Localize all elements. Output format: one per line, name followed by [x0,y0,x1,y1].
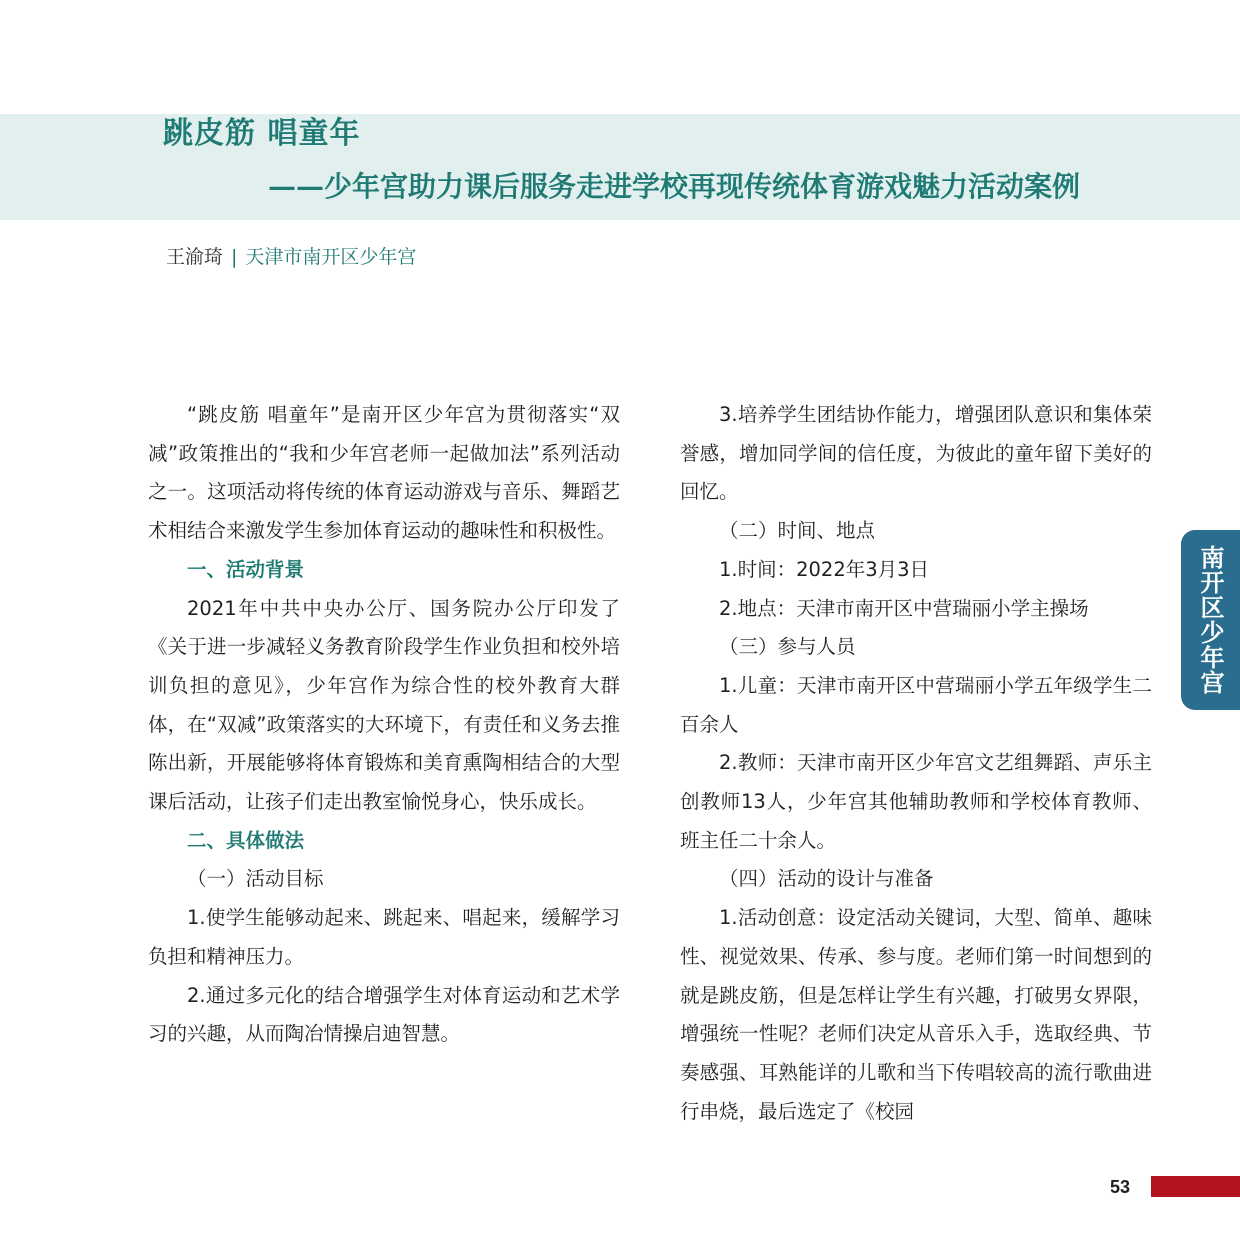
subheading-time-place: （二）时间、地点 [719,519,876,543]
subheading-design: （四）活动的设计与准备 [719,867,934,891]
page-number-bar [1151,1176,1240,1197]
design-item-1: 1.活动创意：设定活动关键词，大型、简单、趣味性、视觉效果、传承、参与度。老师们第一时间想到的就是跳皮筋，但是怎样让学生有兴趣，打破男女界限，增强统一性呢？老师们决定从音乐入手，选取经典、节奏感强、耳熟能详的儿歌和当下传唱较高的流行歌曲进行串烧，最后选定了《校园 [680,906,1152,1123]
right-column [680,396,1152,1131]
background-paragraph: 2021年中共中央办公厅、国务院办公厅印发了《关于进一步减轻义务教育阶段学生作业负担和校外培训负担的意见》，少年宫作为综合性的校外教育大群体，在“双减”政策落实的大环境下，有责任和义务去推陈出新，开展能够将体育锻炼和美育熏陶相结合的大型课后活动，让孩子们走出教室愉悦身心，快乐成长。 [148,596,620,814]
byline-separator: | [231,246,238,268]
participants-children: 1.儿童：天津市南开区中营瑞丽小学五年级学生二百余人 [680,673,1152,736]
author-name: 王渝琦 [166,246,224,268]
section-heading-background: 一、活动背景 [187,557,305,581]
side-tab-label: 南开区少年宫 [1196,545,1224,695]
subheading-participants: （三）参与人员 [719,635,856,659]
article-title: 跳皮筋 唱童年 [163,116,361,151]
goal-item-2: 2.通过多元化的结合增强学生对体育运动和艺术学习的兴趣，从而陶冶情操启迪智慧。 [148,983,620,1046]
left-column [148,396,620,1054]
place-item: 2.地点：天津市南开区中营瑞丽小学主操场 [719,596,1089,620]
section-heading-methods: 二、具体做法 [187,828,305,852]
author-organization: 天津市南开区少年宫 [245,246,417,268]
section-side-tab [1181,530,1240,710]
goal-item-3: 3.培养学生团结协作能力，增强团队意识和集体荣誉感，增加同学间的信任度，为彼此的童年留下美好的回忆。 [680,403,1152,504]
goal-item-1: 1.使学生能够动起来、跳起来、唱起来，缓解学习负担和精神压力。 [148,906,620,968]
time-item: 1.时间：2022年3月3日 [719,557,930,581]
byline [166,243,416,271]
participants-teachers: 2.教师：天津市南开区少年宫文艺组舞蹈、声乐主创教师13人，少年宫其他辅助教师和学校体育教师、班主任二十余人。 [680,751,1152,852]
subheading-goals: （一）活动目标 [187,867,324,891]
page-number: 53 [1109,1177,1131,1197]
article-subtitle: ——少年宫助力课后服务走进学校再现传统体育游戏魅力活动案例 [268,170,1081,203]
intro-paragraph: “跳皮筋 唱童年”是南开区少年宫为贯彻落实“双减”政策推出的“我和少年宫老师一起做加法”系列活动之一。这项活动将传统的体育运动游戏与音乐、舞蹈艺术相结合来激发学生参加体育运动的趣味性和积极性。 [148,403,620,543]
